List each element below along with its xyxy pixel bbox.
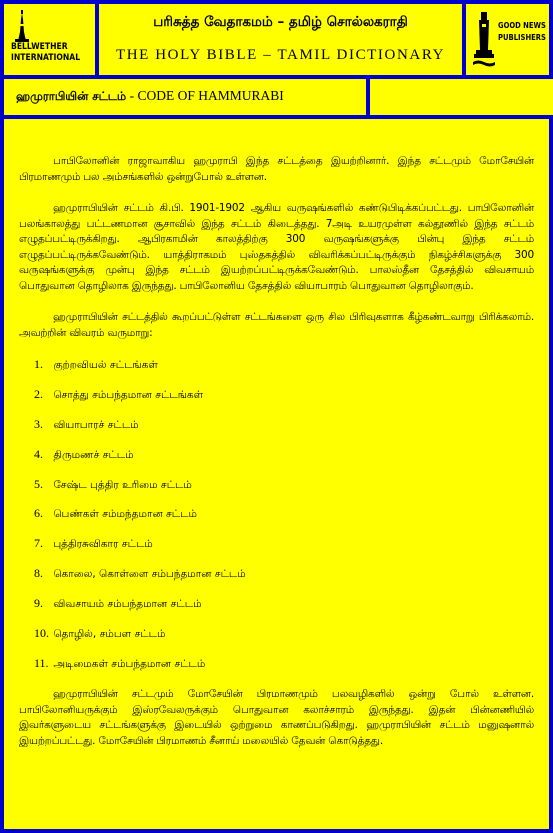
section-heading-box — [0, 75, 370, 119]
heading-english: CODE OF HAMMURABI — [137, 88, 284, 103]
list-item-number: 6. — [34, 506, 43, 521]
logo-right-line-1: GOOD NEWS — [498, 21, 546, 30]
list-item-text: பெண்கள் சம்மந்தமான சட்டம் — [53, 508, 197, 521]
bellwether-logo-box — [0, 0, 99, 79]
title-tamil: பரிசுத்த வேதாகமம் – தமிழ் சொல்லகராதி — [153, 14, 408, 30]
list-item-text: திருமணச் சட்டம் — [53, 448, 134, 461]
list-item — [19, 387, 534, 403]
list-item-text: வியாபாரச் சட்டம் — [53, 418, 139, 431]
list-item-number: 4. — [34, 446, 43, 461]
heading-separator: - — [126, 88, 138, 103]
list-item-number: 9. — [34, 596, 43, 611]
list-item — [19, 596, 534, 612]
list-item — [19, 447, 534, 463]
list-item-text: தொழில், சம்பள சட்டம் — [53, 628, 166, 641]
paragraph-categories: ஹமுராபியின் சட்டத்தில் கூறப்பட்டுள்ள சட்டங்களை ஒரு சில பிரிவுகளாக கீழ்கண்டவாறு பிரிக்கலாம். அவற்றின் விவரம் வருமாறு: — [19, 311, 534, 339]
list-item-number: 10. — [34, 626, 49, 641]
list-item-text: புத்திரசுவிகார சட்டம் — [53, 538, 153, 551]
content-box — [0, 115, 553, 833]
list-item-text: விவசாயம் சம்பந்தமான சட்டம் — [53, 598, 202, 611]
list-item-number: 3. — [34, 416, 43, 431]
list-item-text: கொலை, கொள்ளை சம்பந்தமான சட்டம் — [53, 568, 246, 581]
list-item — [19, 417, 534, 433]
title-english: THE HOLY BIBLE – TAMIL DICTIONARY — [115, 47, 446, 63]
logo-left-line-1: BELLWETHER — [11, 42, 68, 52]
good-news-logo-box — [462, 0, 553, 79]
title-box — [95, 0, 466, 79]
paragraph-intro: பாபிலோனின் ராஜாவாகிய ஹமுராபி இந்த சட்டத்தை இயற்றினார். இந்த சட்டமும் மோசேயின் பிரமாணமும் பல அம்சங்களில் ஒன்றுபோல் உள்ளன. — [19, 155, 534, 183]
list-item-number: 7. — [34, 536, 43, 551]
list-item-text: குற்றவியல் சட்டங்கள் — [53, 359, 158, 371]
list-item-number: 1. — [34, 357, 43, 371]
article-body — [19, 154, 534, 765]
list-item — [19, 566, 534, 582]
logo-left-line-2: INTERNATIONAL — [11, 53, 81, 63]
list-item — [19, 506, 534, 522]
law-category-list — [19, 357, 534, 671]
paragraph-conclusion: ஹமுராபியின் சட்டமும் மோசேயின் பிரமாணமும் பலவழிகளில் ஒன்று போல் உள்ளன. பாபிலோனியருக்கும் இஸ்ரவேலருக்கும் பொதுவான கலாச்சாரம் இருந்தது. இதன் பின்னணியில் இவர்களுடைய சட்டங்களுக்கு இடையில் ஒற்றுமை காணப்படுகிறது. ஹமுராபியின் சட்டம் மனுஷனால் இயற்றப்பட்டது. மோசேயின் பிரமாணம் சீனாய் மலையில் தேவன் கொடுத்தது. — [19, 688, 534, 747]
list-item-text: சொத்து சம்பந்தமான சட்டங்கள் — [53, 388, 204, 401]
list-item-number: 11. — [34, 655, 49, 670]
good-news-logo-icon — [472, 10, 496, 70]
good-news-logo — [472, 10, 546, 69]
list-item-number: 8. — [34, 566, 43, 581]
list-item-text: அடிமைகள் சம்பந்தமான சட்டம் — [53, 657, 206, 670]
list-item-text: சேஷ்ட புத்திர உரிமை சட்டம் — [53, 478, 192, 491]
bellwether-logo — [10, 10, 89, 69]
list-item — [19, 477, 534, 493]
bellwether-logo-icon — [10, 10, 34, 42]
list-item-number: 2. — [34, 386, 43, 401]
list-item — [19, 656, 534, 672]
list-item — [19, 626, 534, 642]
list-item-number: 5. — [34, 476, 43, 491]
list-item — [19, 357, 534, 373]
section-heading — [16, 88, 284, 105]
heading-tamil: ஹமுராபியின் சட்டம் — [16, 89, 127, 103]
paragraph-history: ஹமுராபியின் சட்டம் கி.பி. 1901-1902 ஆகிய வருஷங்களில் கண்டுபிடிக்கப்பட்டது. பாபிலோனின் பலங்காலத்து பட்டணமான சூசாவில் இந்த சட்டம் கிடைத்தது. 7அடி உயரமுள்ள கல்தூணில் இந்த சட்டம் எழுதப்பட்டிருக்கிறது. ஆபிரகாமின் காலத்திற்கு 300 வருஷங்களுக்கு பின்பு இந்த சட்டம் எழுதப்பட்டிருக்கவேண்டும். யாத்திராகமம் புஸ்தகத்தில் விவரிக்கப்பட்டிருக்கும் நிகழ்ச்சிகளுக்கு 300 வருஷங்களுக்கு முன்பு இந்த சட்டம் இயற்றப்பட்டிருக்கவேண்டும். பாலஸ்தீன தேசத்தில் விவசாயம் பொதுவான தொழிலாக இருந்தது. பாபிலோனிய தேசத்தில் வியாபாரம் பொதுவான தொழிலாகும். — [19, 202, 534, 292]
list-item — [19, 536, 534, 552]
logo-right-line-2: PUBLISHERS — [498, 33, 546, 42]
